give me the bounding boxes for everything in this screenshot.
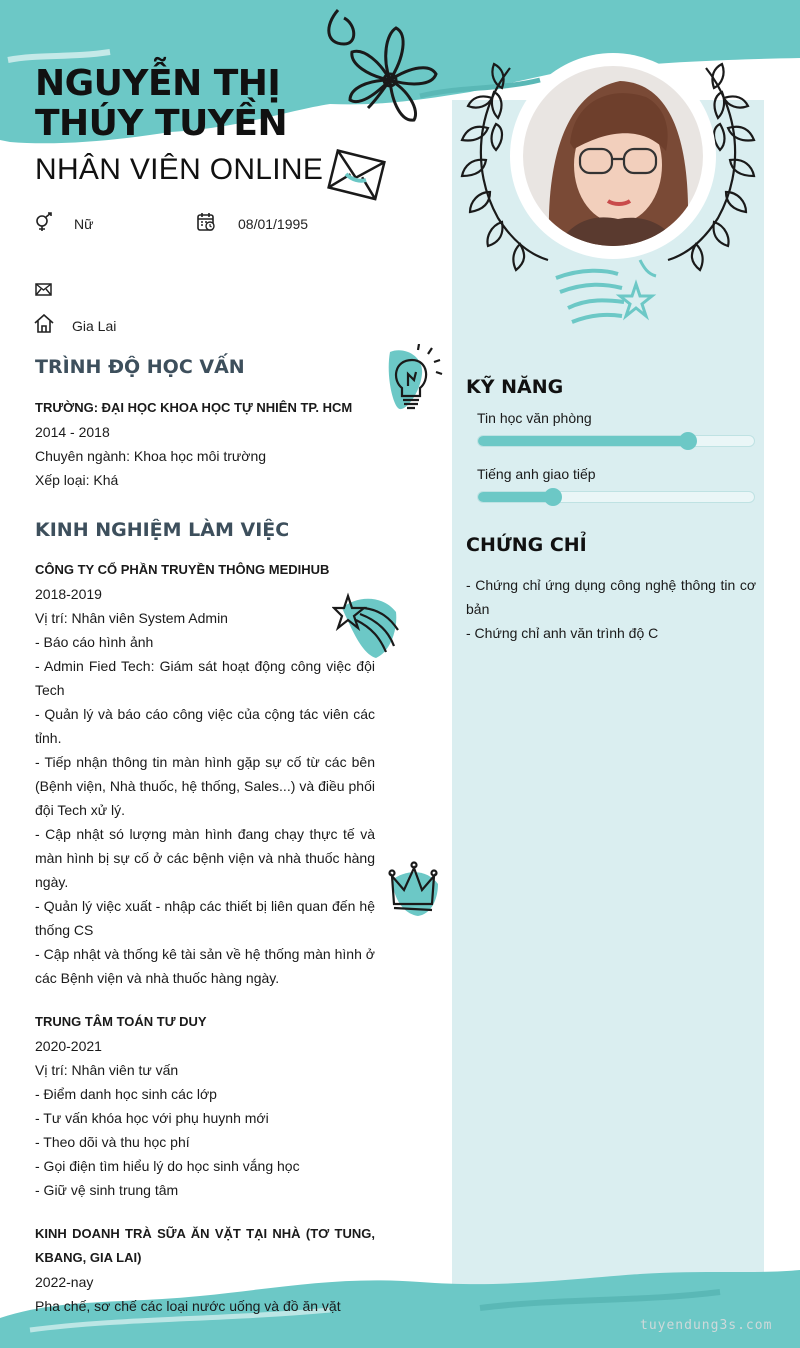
job-duty: - Điểm danh học sinh các lớp xyxy=(35,1086,217,1102)
skill-bar-knob xyxy=(679,432,697,450)
job-duty: - Quản lý và báo cáo công việc của cộng tác viên các tỉnh. xyxy=(35,706,375,746)
watermark: tuyendung3s.com xyxy=(640,1318,773,1333)
gender-value: Nữ xyxy=(74,216,94,232)
job-period: 2020-2021 xyxy=(35,1038,102,1054)
job-duty: - Quản lý việc xuất - nhập các thiết bị liên quan đến hệ thống CS xyxy=(35,898,375,938)
skill-bar xyxy=(477,435,755,447)
job-duty: - Admin Fied Tech: Giám sát hoạt động công việc đội Tech xyxy=(35,658,375,698)
avatar xyxy=(510,53,716,259)
education-section xyxy=(35,396,375,492)
experience-title: KINH NGHIỆM LÀM VIỆC xyxy=(35,519,290,541)
job-duty: - Theo dõi và thu học phí xyxy=(35,1134,190,1150)
skills-title: KỸ NĂNG xyxy=(466,376,564,398)
certificate-item: - Chứng chỉ ứng dụng công nghệ thông tin cơ bản xyxy=(466,577,756,617)
job-duty: - Giữ vệ sinh trung tâm xyxy=(35,1182,179,1198)
education-years: 2014 - 2018 xyxy=(35,424,110,440)
skill-bar-fill xyxy=(478,436,688,446)
skill-bar-fill xyxy=(478,492,553,502)
job-duty: Pha chế, sơ chế các loại nước uống và đồ ăn vặt xyxy=(35,1298,341,1314)
job-duty: - Báo cáo hình ảnh xyxy=(35,634,154,650)
job-period: 2022-nay xyxy=(35,1274,94,1290)
calendar-icon xyxy=(196,212,216,232)
envelope-doodle-icon xyxy=(326,144,388,210)
certificates-list xyxy=(466,573,756,645)
education-title: TRÌNH ĐỘ HỌC VẤN xyxy=(35,356,245,378)
job-company: KINH DOANH TRÀ SỮA ĂN VẶT TẠI NHÀ (TƠ TUNG, KBANG, GIA LAI) xyxy=(35,1226,375,1265)
skill-bar xyxy=(477,491,755,503)
home-icon xyxy=(34,314,54,334)
flower-doodle-icon xyxy=(318,8,444,128)
school-name: TRƯỜNG: ĐẠI HỌC KHOA HỌC TỰ NHIÊN TP. HCM xyxy=(35,400,353,415)
job-company: TRUNG TÂM TOÁN TƯ DUY xyxy=(35,1014,207,1029)
skill-label: Tiếng anh giao tiếp xyxy=(477,466,596,482)
job-entry xyxy=(35,1222,375,1318)
job-entry xyxy=(35,558,375,990)
skill-bar-knob xyxy=(544,488,562,506)
job-duty: - Cập nhật só lượng màn hình đang chạy thực tế và màn hình bị sự cố ở các bệnh viện và nhà thuốc hàng ngày. xyxy=(35,826,375,890)
job-position: Vị trí: Nhân viên tư vấn xyxy=(35,1062,179,1078)
job-company: CÔNG TY CỔ PHẦN TRUYỀN THÔNG MEDIHUB xyxy=(35,562,330,577)
certificates-title: CHỨNG CHỈ xyxy=(466,534,587,556)
email-icon xyxy=(34,280,54,300)
candidate-name xyxy=(35,64,335,144)
name-line-1: NGUYỄN THỊ xyxy=(35,63,281,104)
job-duty: - Tiếp nhận thông tin màn hình gặp sự cố từ các bên (Bệnh viện, Nhà thuốc, hệ thống, Sales...) và điều phối đội Tech xử lý. xyxy=(35,754,375,818)
job-position: Vị trí: Nhân viên System Admin xyxy=(35,610,228,626)
name-line-2: THÚY TUYỀN xyxy=(35,103,288,144)
certificate-item: - Chứng chỉ anh văn trình độ C xyxy=(466,625,659,641)
shooting-star-doodle-icon xyxy=(332,590,402,662)
job-title: NHÂN VIÊN ONLINE xyxy=(35,153,324,186)
job-duty: - Cập nhật và thống kê tài sản về hệ thống màn hình ở các Bệnh viện và nhà thuốc hàng ngày. xyxy=(35,946,375,986)
job-duty: - Gọi điện tìm hiểu lý do học sinh vắng học xyxy=(35,1158,300,1174)
crown-doodle-icon xyxy=(388,860,442,918)
job-entry xyxy=(35,1010,375,1202)
birthdate-value: 08/01/1995 xyxy=(238,216,309,232)
gender-icon xyxy=(34,212,54,232)
star-scribble-doodle-icon xyxy=(552,258,662,326)
job-period: 2018-2019 xyxy=(35,586,102,602)
avatar-frame xyxy=(510,53,716,259)
lightbulb-doodle-icon xyxy=(384,344,444,418)
education-grade: Xếp loại: Khá xyxy=(35,472,119,488)
job-duty: - Tư vấn khóa học với phụ huynh mới xyxy=(35,1110,269,1126)
address-value: Gia Lai xyxy=(72,318,117,334)
education-major: Chuyên ngành: Khoa học môi trường xyxy=(35,448,267,464)
skill-label: Tin học văn phòng xyxy=(477,410,592,426)
